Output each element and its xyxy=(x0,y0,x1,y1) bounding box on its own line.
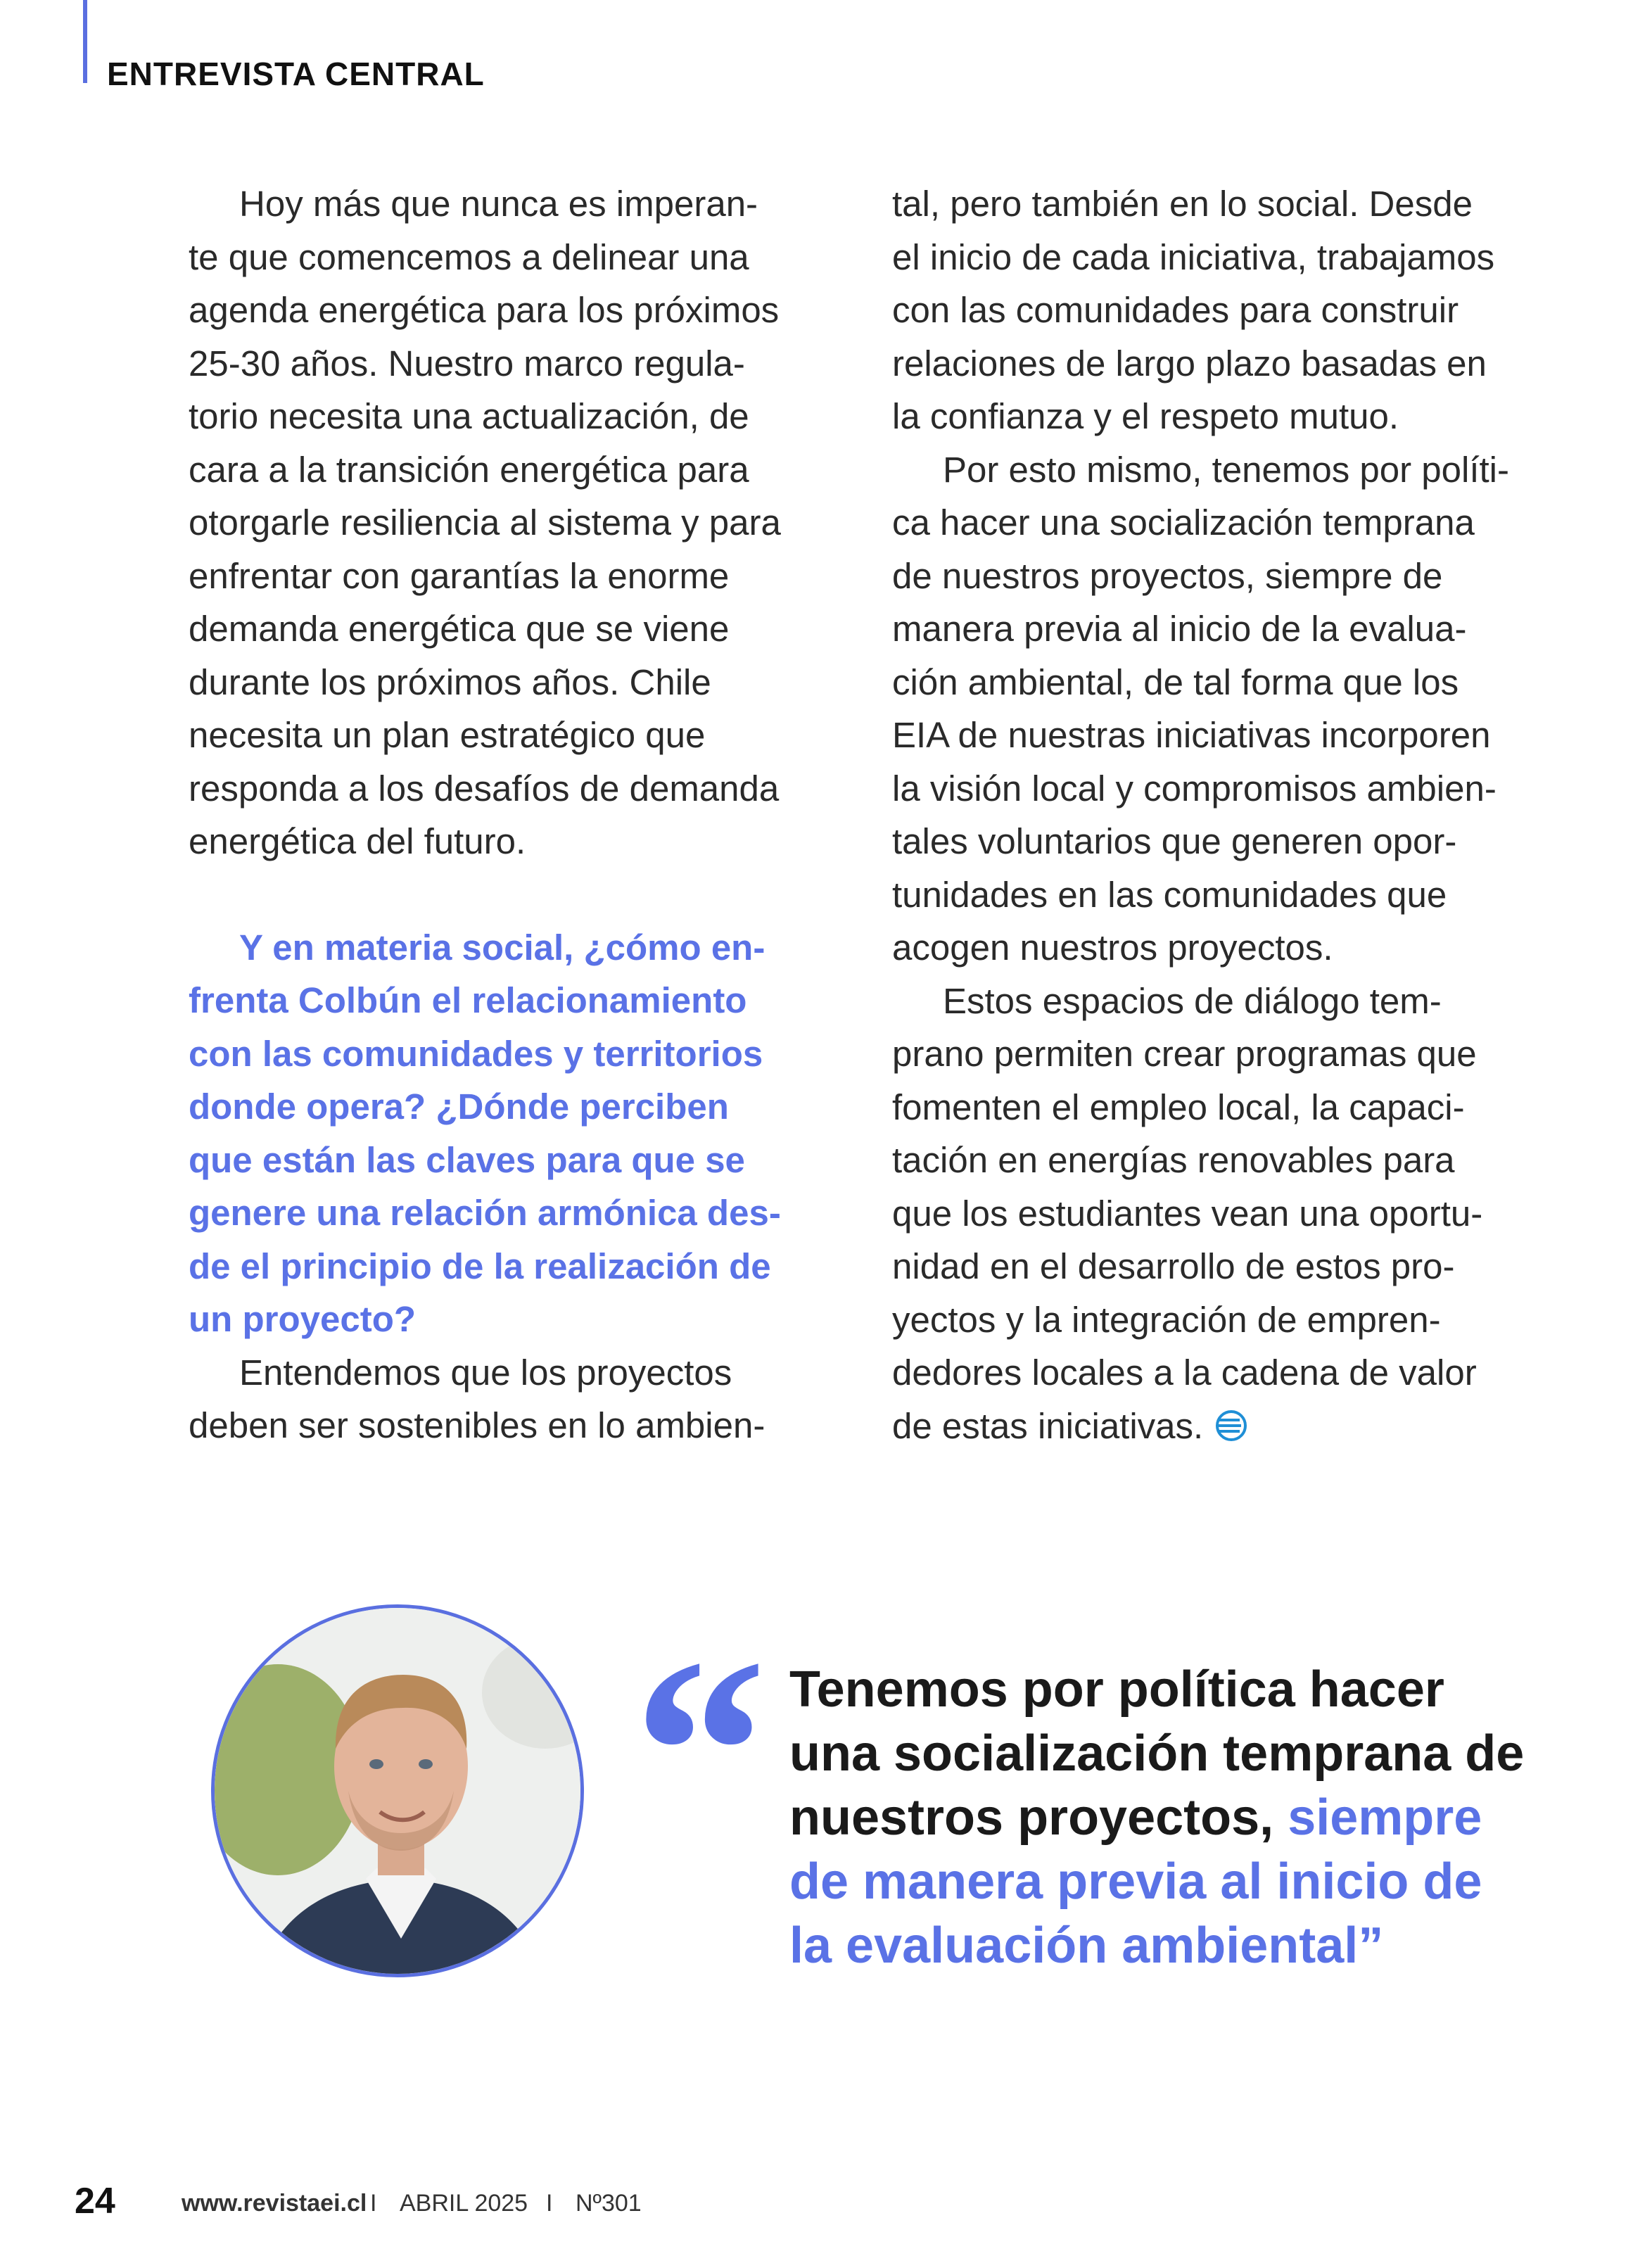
text-line: Y en materia social, ¿cómo en- xyxy=(239,927,765,968)
text-line: enfrentar con garantías la enorme xyxy=(189,555,730,596)
header-accent-bar xyxy=(83,0,87,83)
right-paragraph-2 xyxy=(892,443,1525,975)
footer-separator: I xyxy=(370,2190,377,2217)
text-line: la confianza y el respeto mutuo. xyxy=(892,396,1399,436)
text-line: tunidades en las comunidades que xyxy=(892,874,1447,915)
section-label: ENTREVISTA CENTRAL xyxy=(107,56,485,92)
text-line: otorgarle resiliencia al sistema y para xyxy=(189,502,781,543)
page-number: 24 xyxy=(75,2181,115,2222)
text-line: de el principio de la realización de xyxy=(189,1246,771,1286)
left-paragraph-2 xyxy=(189,1346,822,1452)
text-line: tales voluntarios que generen opor- xyxy=(892,821,1457,861)
quote-line-4: de manera previa al inicio de xyxy=(789,1853,1482,1910)
text-line: genere una relación armónica des- xyxy=(189,1193,781,1233)
text-line: dedores locales a la cadena de valor xyxy=(892,1352,1477,1393)
quote-line-1: Tenemos por política hacer xyxy=(789,1661,1444,1718)
text-line: acogen nuestros proyectos. xyxy=(892,927,1333,968)
text-line: nidad en el desarrollo de estos pro- xyxy=(892,1246,1455,1286)
text-line: manera previa al inicio de la evalua- xyxy=(892,609,1467,649)
right-column xyxy=(892,177,1525,1452)
quote-mark-icon: “ xyxy=(633,1604,767,1900)
pull-quote xyxy=(211,1604,1590,1998)
text-line: con las comunidades y territorios xyxy=(189,1033,763,1074)
interviewee-portrait-photo xyxy=(211,1604,584,1977)
text-line: agenda energética para los próximos xyxy=(189,290,780,330)
text-line: Entendemos que los proyectos xyxy=(239,1352,732,1393)
text-line: de nuestros proyectos, siempre de xyxy=(892,555,1443,596)
left-paragraph-1 xyxy=(189,177,822,868)
left-column xyxy=(189,177,822,1452)
text-line: donde opera? ¿Dónde perciben xyxy=(189,1086,729,1127)
text-line: demanda energética que se viene xyxy=(189,609,730,649)
text-line: ción ambiental, de tal forma que los xyxy=(892,661,1459,702)
text-line: frenta Colbún el relacionamiento xyxy=(189,980,747,1020)
text-line: responda a los desafíos de demanda xyxy=(189,768,780,809)
text-line: torio necesita una actualización, de xyxy=(189,396,749,436)
text-line: 25-30 años. Nuestro marco regula- xyxy=(189,343,745,384)
text-line: un proyecto? xyxy=(189,1299,417,1339)
text-line: durante los próximos años. Chile xyxy=(189,661,711,702)
text-line: Por esto mismo, tenemos por políti- xyxy=(943,449,1509,490)
quote-line-2: una socialización temprana de xyxy=(789,1725,1525,1782)
text-line: de estas iniciativas. xyxy=(892,1405,1204,1446)
text-line: prano permiten crear programas que xyxy=(892,1034,1477,1074)
text-line: cara a la transición energética para xyxy=(189,449,749,490)
text-line: que están las claves para que se xyxy=(189,1139,745,1180)
text-line: yectos y la integración de empren- xyxy=(892,1299,1441,1340)
right-paragraph-3 xyxy=(892,975,1525,1453)
text-line: ca hacer una socialización temprana xyxy=(892,502,1475,543)
text-line: tación en energías renovables para xyxy=(892,1140,1455,1180)
text-line: necesita un plan estratégico que xyxy=(189,715,706,755)
footer-separator: I xyxy=(546,2190,553,2217)
footer-url-link[interactable]: www.revistaei.cl xyxy=(182,2190,367,2217)
footer-issue: Nº301 xyxy=(576,2190,642,2217)
text-line: Hoy más que nunca es imperan- xyxy=(239,184,758,224)
text-line: relaciones de largo plazo basadas en xyxy=(892,343,1487,384)
interview-question xyxy=(189,921,822,1346)
text-line: que los estudiantes vean una oportu- xyxy=(892,1193,1483,1234)
text-line: te que comencemos a delinear una xyxy=(189,236,749,277)
pull-quote-text xyxy=(789,1658,1591,1978)
footer-date: ABRIL 2025 xyxy=(400,2190,528,2217)
text-line: EIA de nuestras iniciativas incorporen xyxy=(892,715,1491,755)
quote-line-5: la evaluación ambiental” xyxy=(789,1918,1384,1974)
text-line: la visión local y compromisos ambien- xyxy=(892,768,1497,809)
text-line: deben ser sostenibles en lo ambien- xyxy=(189,1405,765,1445)
right-paragraph-1 xyxy=(892,177,1525,443)
text-line: con las comunidades para construir xyxy=(892,290,1459,330)
magazine-end-mark-icon xyxy=(1214,1409,1248,1443)
right-paragraph-3-text xyxy=(892,981,1482,1446)
text-line: fomenten el empleo local, la capaci- xyxy=(892,1086,1465,1127)
text-line: el inicio de cada iniciativa, trabajamos xyxy=(892,236,1495,277)
quote-line-3: nuestros proyectos, siempre xyxy=(789,1789,1482,1846)
text-line: energética del futuro. xyxy=(189,821,526,861)
text-line: tal, pero también en lo social. Desde xyxy=(892,184,1473,224)
text-line: Estos espacios de diálogo tem- xyxy=(943,980,1442,1021)
